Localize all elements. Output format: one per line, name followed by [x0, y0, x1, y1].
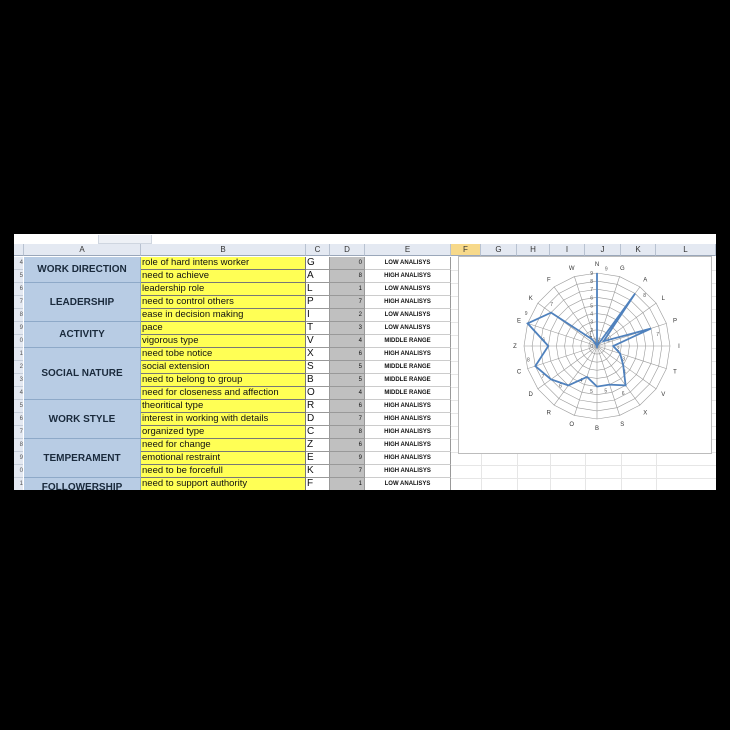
- code-cell[interactable]: P: [306, 296, 330, 309]
- gridline: [451, 465, 716, 466]
- column-header-l[interactable]: L: [656, 244, 716, 256]
- radar-value-label: 8: [643, 292, 646, 299]
- code-cell[interactable]: L: [306, 283, 330, 296]
- spreadsheet-window: [14, 234, 716, 490]
- score-cell[interactable]: 7: [330, 465, 365, 478]
- code-cell[interactable]: D: [306, 413, 330, 426]
- description-cell[interactable]: need tobe notice: [141, 348, 306, 361]
- code-cell[interactable]: S: [306, 361, 330, 374]
- radar-axis-label: O: [569, 422, 575, 428]
- radar-value-label: 8: [527, 357, 530, 364]
- radar-axis-label: C: [516, 369, 522, 376]
- score-cell[interactable]: 6: [330, 439, 365, 452]
- code-cell[interactable]: O: [306, 387, 330, 400]
- description-cell[interactable]: emotional restraint: [141, 452, 306, 465]
- radar-spoke: [597, 346, 640, 405]
- description-cell[interactable]: ease in decision making: [141, 309, 306, 322]
- row-number[interactable]: 1: [14, 478, 23, 490]
- column-header-k[interactable]: K: [621, 244, 656, 256]
- analysis-cell[interactable]: MIDDLE RANGE: [365, 374, 451, 387]
- description-cell[interactable]: need for change: [141, 439, 306, 452]
- row-number[interactable]: 2: [14, 361, 23, 374]
- name-box[interactable]: [98, 235, 152, 244]
- radar-value-label: 6: [621, 390, 625, 397]
- radar-value-label: 6: [542, 337, 546, 344]
- score-cell[interactable]: 6: [330, 400, 365, 413]
- radar-axis-label: W: [568, 266, 575, 272]
- row-number[interactable]: 7: [14, 426, 23, 439]
- code-cell[interactable]: I: [306, 309, 330, 322]
- radar-tick-label: 3: [590, 319, 593, 326]
- radar-axis-label: K: [528, 295, 533, 302]
- column-header-d[interactable]: D: [330, 244, 365, 256]
- description-cell[interactable]: organized type: [141, 426, 306, 439]
- description-cell[interactable]: need to be forcefull: [141, 465, 306, 478]
- radar-value-label: 7: [541, 374, 545, 381]
- select-all-corner[interactable]: [14, 244, 24, 256]
- code-cell[interactable]: X: [306, 348, 330, 361]
- radar-value-label: 2: [616, 346, 620, 353]
- code-cell[interactable]: C: [306, 426, 330, 439]
- row-number[interactable]: 8: [14, 439, 23, 452]
- row-number[interactable]: 7: [14, 296, 23, 309]
- radar-chart-svg: [459, 257, 711, 453]
- analysis-cell[interactable]: HIGH ANALISYS: [365, 413, 451, 426]
- analysis-cell[interactable]: HIGH ANALISYS: [365, 296, 451, 309]
- code-cell[interactable]: B: [306, 374, 330, 387]
- column-header-e[interactable]: E: [365, 244, 451, 256]
- description-cell[interactable]: need to support authority: [141, 478, 306, 490]
- score-cell[interactable]: 8: [330, 426, 365, 439]
- column-header-j[interactable]: J: [585, 244, 621, 256]
- row-number[interactable]: 3: [14, 374, 23, 387]
- analysis-cell[interactable]: LOW ANALISYS: [365, 283, 451, 296]
- description-cell[interactable]: need to belong to group: [141, 374, 306, 387]
- radar-axis-label: I: [678, 344, 680, 350]
- code-cell[interactable]: R: [306, 400, 330, 413]
- radar-axis-label: L: [661, 295, 665, 302]
- analysis-cell[interactable]: LOW ANALISYS: [365, 309, 451, 322]
- score-cell[interactable]: 1: [330, 283, 365, 296]
- radar-value-label: 3: [622, 356, 625, 363]
- row-number[interactable]: 4: [14, 257, 23, 270]
- row-number[interactable]: 0: [14, 465, 23, 478]
- radar-spoke: [597, 346, 666, 369]
- radar-value-label: 1: [589, 332, 592, 339]
- row-number[interactable]: 9: [14, 452, 23, 465]
- radar-spoke: [554, 346, 597, 405]
- score-cell[interactable]: 7: [330, 296, 365, 309]
- radar-tick-label: 7: [590, 287, 593, 294]
- row-number[interactable]: 4: [14, 387, 23, 400]
- category-cell: FOLLOWERSHIP: [24, 478, 141, 490]
- radar-value-label: 0: [594, 339, 598, 346]
- code-cell[interactable]: T: [306, 322, 330, 335]
- analysis-cell[interactable]: HIGH ANALISYS: [365, 400, 451, 413]
- radar-axis-label: S: [620, 422, 625, 428]
- radar-axis-label: N: [594, 262, 600, 268]
- row-number[interactable]: 8: [14, 309, 23, 322]
- description-cell[interactable]: interest in working with details: [141, 413, 306, 426]
- category-cell: WORK DIRECTION: [24, 257, 141, 283]
- toolbar-strip: [14, 234, 716, 244]
- score-cell[interactable]: 1: [330, 478, 365, 490]
- code-cell[interactable]: G: [306, 257, 330, 270]
- column-header-c[interactable]: C: [306, 244, 330, 256]
- gridline: [451, 478, 716, 479]
- score-cell[interactable]: 0: [330, 257, 365, 270]
- score-cell[interactable]: 4: [330, 335, 365, 348]
- radar-tick-label: 0: [590, 344, 593, 350]
- radar-value-label: 5: [590, 389, 593, 396]
- radar-tick-label: 4: [590, 311, 593, 318]
- row-number[interactable]: 1: [14, 348, 23, 361]
- analysis-cell[interactable]: HIGH ANALISYS: [365, 270, 451, 283]
- code-cell[interactable]: A: [306, 270, 330, 283]
- radar-value-label: 9: [604, 266, 608, 273]
- radar-tick-label: 1: [590, 335, 593, 342]
- radar-chart[interactable]: [458, 256, 712, 454]
- radar-spoke: [538, 303, 597, 346]
- radar-tick-label: 5: [590, 303, 593, 310]
- radar-value-label: 4: [623, 369, 626, 376]
- score-cell[interactable]: 8: [330, 270, 365, 283]
- score-cell[interactable]: 9: [330, 452, 365, 465]
- category-cell: LEADERSHIP: [24, 283, 141, 322]
- column-header-a[interactable]: A: [24, 244, 141, 256]
- radar-spoke: [538, 346, 597, 389]
- description-cell[interactable]: need for closeness and affection: [141, 387, 306, 400]
- code-cell[interactable]: F: [306, 478, 330, 490]
- radar-axis-label: R: [546, 410, 551, 417]
- score-cell[interactable]: 5: [330, 361, 365, 374]
- radar-value-label: 7: [550, 302, 554, 308]
- code-cell[interactable]: Z: [306, 439, 330, 452]
- radar-tick-label: 9: [590, 271, 593, 277]
- score-cell[interactable]: 2: [330, 309, 365, 322]
- row-number[interactable]: 9: [14, 322, 23, 335]
- category-cell: ACTIVITY: [24, 322, 141, 348]
- radar-axis-label: P: [672, 318, 678, 325]
- radar-value-label: 5: [604, 388, 608, 395]
- analysis-cell[interactable]: LOW ANALISYS: [365, 478, 451, 490]
- column-header-b[interactable]: B: [141, 244, 306, 256]
- description-cell[interactable]: leadership role: [141, 283, 306, 296]
- description-cell[interactable]: role of hard intens worker: [141, 257, 306, 270]
- radar-tick-label: 6: [590, 295, 593, 302]
- code-cell[interactable]: E: [306, 452, 330, 465]
- analysis-cell[interactable]: HIGH ANALISYS: [365, 348, 451, 361]
- radar-axis-label: F: [546, 277, 551, 284]
- row-number[interactable]: 5: [14, 270, 23, 283]
- radar-axis-label: T: [673, 369, 677, 376]
- description-cell[interactable]: need to achieve: [141, 270, 306, 283]
- column-header-i[interactable]: I: [550, 244, 585, 256]
- column-header-f[interactable]: F: [451, 244, 481, 256]
- radar-value-label: 0: [597, 339, 601, 346]
- radar-axis-label: D: [528, 392, 533, 399]
- radar-axis-label: B: [594, 426, 600, 432]
- analysis-cell[interactable]: LOW ANALISYS: [365, 257, 451, 270]
- analysis-cell[interactable]: LOW ANALISYS: [365, 322, 451, 335]
- radar-axis-label: G: [619, 266, 625, 272]
- radar-tick-label: 2: [590, 327, 593, 334]
- row-number[interactable]: 5: [14, 400, 23, 413]
- analysis-cell[interactable]: MIDDLE RANGE: [365, 361, 451, 374]
- description-cell[interactable]: need to control others: [141, 296, 306, 309]
- radar-axis-label: E: [516, 318, 522, 325]
- radar-tick-label: 8: [590, 279, 593, 286]
- row-number[interactable]: 0: [14, 335, 23, 348]
- radar-value-label: 9: [524, 311, 528, 318]
- code-cell[interactable]: K: [306, 465, 330, 478]
- score-cell[interactable]: 6: [330, 348, 365, 361]
- radar-spoke: [597, 346, 656, 389]
- analysis-cell[interactable]: HIGH ANALISYS: [365, 439, 451, 452]
- score-cell[interactable]: 7: [330, 413, 365, 426]
- description-cell[interactable]: pace: [141, 322, 306, 335]
- column-header-h[interactable]: H: [517, 244, 550, 256]
- score-cell[interactable]: 4: [330, 387, 365, 400]
- category-cell: SOCIAL NATURE: [24, 348, 141, 400]
- radar-spoke: [528, 346, 597, 369]
- description-cell[interactable]: social extension: [141, 361, 306, 374]
- analysis-cell[interactable]: MIDDLE RANGE: [365, 387, 451, 400]
- row-number[interactable]: 6: [14, 413, 23, 426]
- radar-value-label: 6: [559, 383, 562, 390]
- analysis-cell[interactable]: HIGH ANALISYS: [365, 426, 451, 439]
- radar-value-label: 4: [579, 378, 583, 384]
- radar-spoke: [597, 346, 620, 415]
- radar-axis-label: V: [661, 392, 666, 399]
- category-cell: TEMPERAMENT: [24, 439, 141, 478]
- description-cell[interactable]: vigorous type: [141, 335, 306, 348]
- radar-axis-label: Z: [513, 344, 517, 350]
- radar-axis-label: A: [643, 277, 648, 284]
- score-cell[interactable]: 3: [330, 322, 365, 335]
- analysis-cell[interactable]: HIGH ANALISYS: [365, 452, 451, 465]
- row-number[interactable]: 6: [14, 283, 23, 296]
- radar-value-label: 1: [607, 337, 610, 344]
- radar-value-label: 7: [656, 332, 659, 339]
- radar-axis-label: X: [643, 410, 648, 417]
- category-cell: WORK STYLE: [24, 400, 141, 439]
- analysis-cell[interactable]: MIDDLE RANGE: [365, 335, 451, 348]
- column-header-g[interactable]: G: [481, 244, 517, 256]
- analysis-cell[interactable]: HIGH ANALISYS: [365, 465, 451, 478]
- code-cell[interactable]: V: [306, 335, 330, 348]
- score-cell[interactable]: 5: [330, 374, 365, 387]
- description-cell[interactable]: theoritical type: [141, 400, 306, 413]
